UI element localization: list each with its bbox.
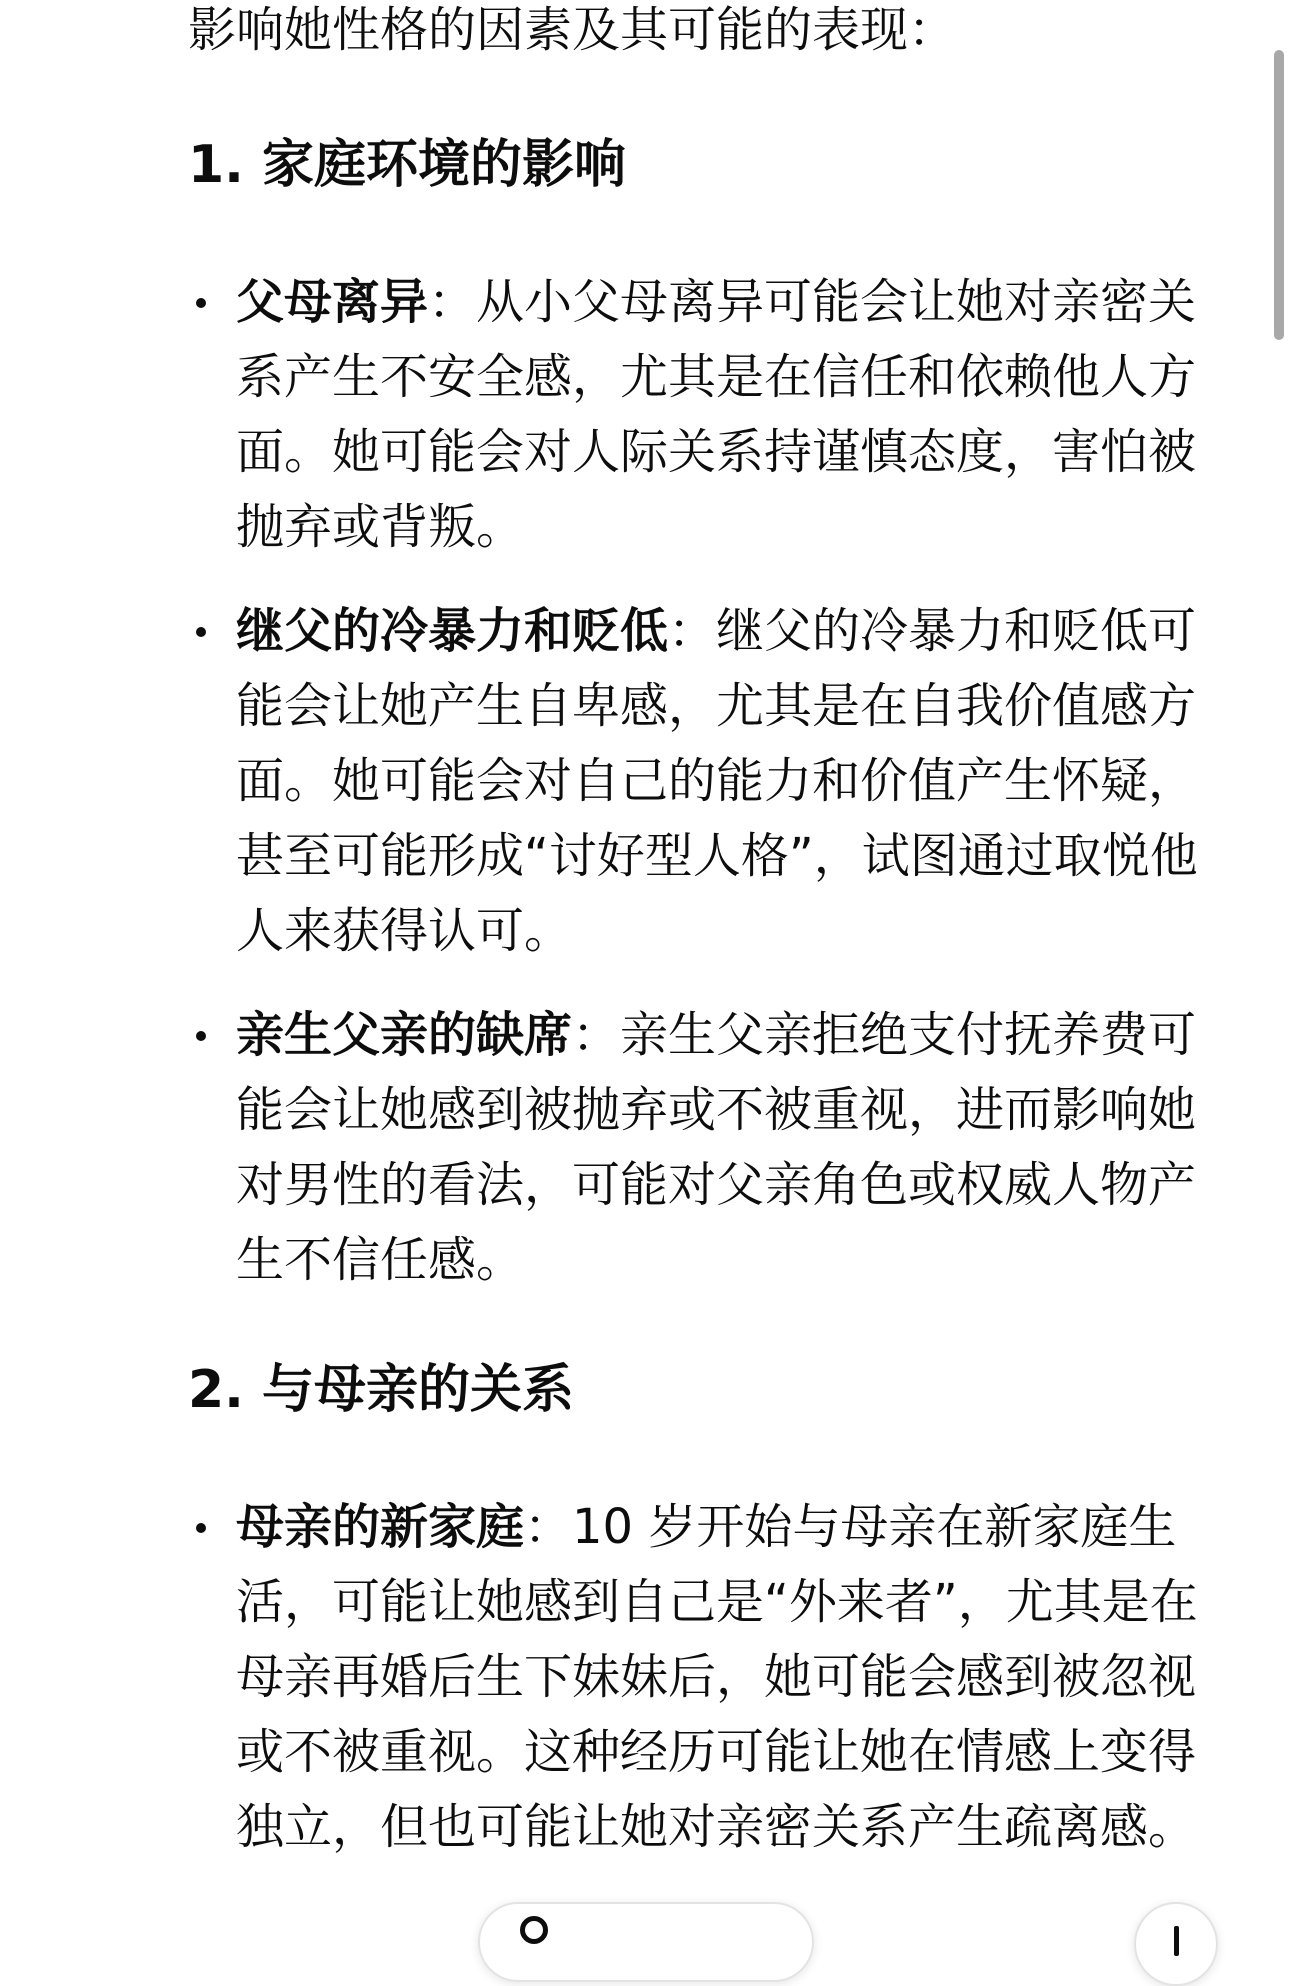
bullet-dot-icon	[196, 1523, 206, 1533]
bullet-dot-icon	[196, 1031, 206, 1041]
arrow-icon	[1174, 1926, 1179, 1956]
list-item	[188, 594, 1208, 969]
list-item	[188, 1490, 1208, 1865]
list-item-text: ：亲生父亲拒绝支付抚养费可能会让她感到被抛弃或不被重视，进而影响她对男性的看法，可能对父亲角色或权威人物产生不信任感。	[236, 1007, 1197, 1288]
list-item-term: 亲生父亲的缺席	[236, 1007, 573, 1063]
section-heading-mother: 2. 与母亲的关系	[188, 1360, 575, 1420]
list-item-term: 母亲的新家庭	[236, 1499, 525, 1555]
scroll-down-button[interactable]	[1134, 1902, 1218, 1986]
bullet-dot-icon	[196, 298, 206, 308]
list-item-text: ：从小父母离异可能会让她对亲密关系产生不安全感，尤其是在信任和依赖他人方面。她可能会对人际关系持谨慎态度，害怕被抛弃或背叛。	[236, 274, 1197, 555]
list-item	[188, 265, 1208, 565]
message-content	[188, 0, 1208, 1855]
list-item-text: ：10 岁开始与母亲在新家庭生活，可能让她感到自己是“外来者”，尤其是在母亲再婚后生下妹妹后，她可能会感到被忽视或不被重视。这种经历可能让她在情感上变得独立，但也可能让她对亲密关系产生疏离感。	[236, 1499, 1198, 1855]
bullet-list-mother	[188, 1490, 1208, 1894]
section-heading-family: 1. 家庭环境的影响	[188, 135, 627, 195]
list-item-term: 继父的冷暴力和贬低	[236, 603, 669, 659]
list-item-term: 父母离异	[236, 274, 429, 330]
intro-text: 影响她性格的因素及其可能的表现：	[188, 2, 957, 58]
list-item-text: ：继父的冷暴力和贬低可能会让她产生自卑感，尤其是在自我价值感方面。她可能会对自己的能力和价值产生怀疑，甚至可能形成“讨好型人格”，试图通过取悦他人来获得认可。	[236, 603, 1198, 959]
list-item	[188, 998, 1208, 1298]
bullet-list-family	[188, 265, 1208, 1327]
scrollbar-thumb[interactable]	[1274, 50, 1284, 340]
search-icon	[520, 1916, 548, 1944]
bullet-dot-icon	[196, 627, 206, 637]
floating-action-button[interactable]	[478, 1902, 814, 1982]
